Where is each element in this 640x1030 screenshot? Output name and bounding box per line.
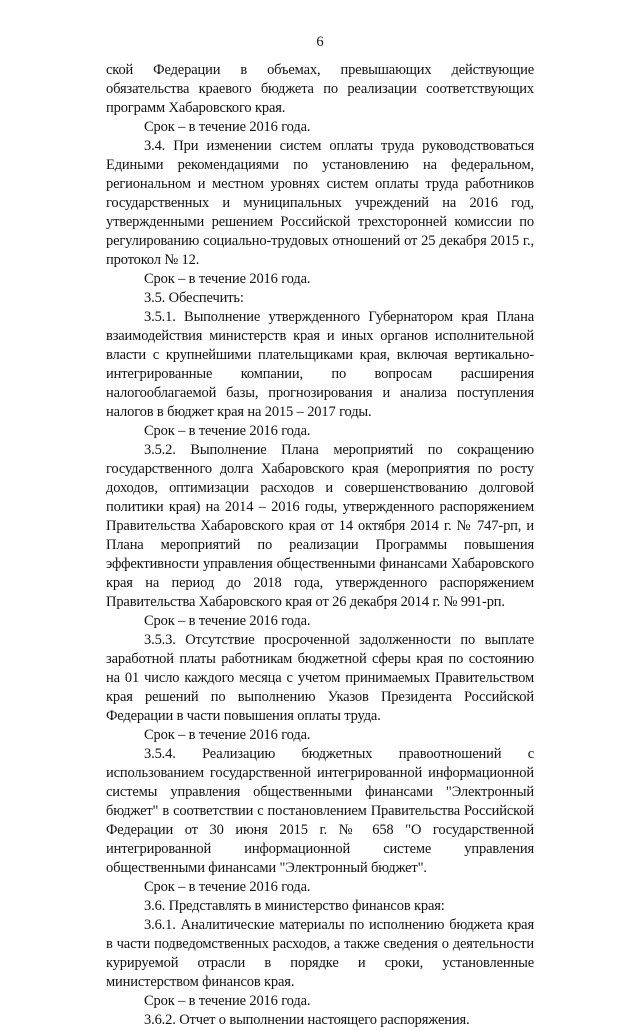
deadline-line: Срок – в течение 2016 года.: [144, 727, 311, 743]
paragraph-3-6-2: 3.6.2. Отчет о выполнении настоящего распоряжения.: [144, 1012, 470, 1028]
paragraph-3-6: 3.6. Представлять в министерство финансов края:: [144, 898, 445, 914]
paragraph-3-4: 3.4. При изменении систем оплаты труда руководствоваться Едиными рекомендациями по установлению на федеральном, региональном и местном уровнях систем оплаты труда работников государственных и муниципальных учреждений на 2016 год, утвержденными решением Российской трехсторонней комиссии по регулированию социально-трудовых отношений от 25 декабря 2015 г., протокол № 12.: [106, 138, 534, 268]
paragraph-3-5-4: 3.5.4. Реализацию бюджетных правоотношений с использованием государственной интегрированной информационной системы управления общественными финансами "Электронный бюджет" в соответствии с постановлением Правительства Российской Федерации от 30 июня 2015 г. № 658 "О государственной интегрированной информационной системе управления общественными финансами "Электронный бюджет".: [106, 746, 534, 876]
deadline-line: Срок – в течение 2016 года.: [144, 613, 311, 629]
paragraph-3-5-3: 3.5.3. Отсутствие просроченной задолженности по выплате заработной платы работникам бюджетной сферы края по состоянию на 01 число каждого месяца с учетом принимаемых Правительством края решений по выполнению Указов Президента Российской Федерации в части повышения оплаты труда.: [106, 632, 534, 724]
paragraph-3-5-2: 3.5.2. Выполнение Плана мероприятий по сокращению государственного долга Хабаровского края (мероприятия по росту доходов, оптимизации расходов и совершенствованию долговой политики края) на 2014 – 2016 годы, утвержденного распоряжением Правительства Хабаровского края от 14 октября 2014 г. № 747-рп, и Плана мероприятий по реализации Программы повышения эффективности управления общественными финансами Хабаровского края на период до 2018 года, утвержденного распоряжением Правительства Хабаровского края от 26 декабря 2014 г. № 991-рп.: [106, 442, 534, 610]
deadline-line: Срок – в течение 2016 года.: [144, 993, 311, 1009]
deadline-line: Срок – в течение 2016 года.: [144, 879, 311, 895]
paragraph-3-5-1: 3.5.1. Выполнение утвержденного Губернатором края Плана взаимодействия министерств края и иных органов исполнительной власти с крупнейшими плательщиками края, включая вертикально-интегрированные компании, по вопросам расширения налогооблагаемой базы, прогнозирования и анализа поступления налогов в бюджет края на 2015 – 2017 годы.: [106, 309, 534, 420]
deadline-line: Срок – в течение 2016 года.: [144, 119, 311, 135]
deadline-line: Срок – в течение 2016 года.: [144, 423, 311, 439]
paragraph-continuation: ской Федерации в объемах, превышающих действующие обязательства краевого бюджета по реализации соответствующих программ Хабаровского края.: [106, 62, 534, 116]
deadline-line: Срок – в течение 2016 года.: [144, 271, 311, 287]
paragraph-3-5: 3.5. Обеспечить:: [144, 290, 244, 306]
paragraph-3-6-1: 3.6.1. Аналитические материалы по исполнению бюджета края в части подведомственных расходов, а также сведения о деятельности курируемой отрасли в порядке и сроки, установленные министерством финансов края.: [106, 917, 534, 990]
page-number: 6: [316, 34, 324, 50]
